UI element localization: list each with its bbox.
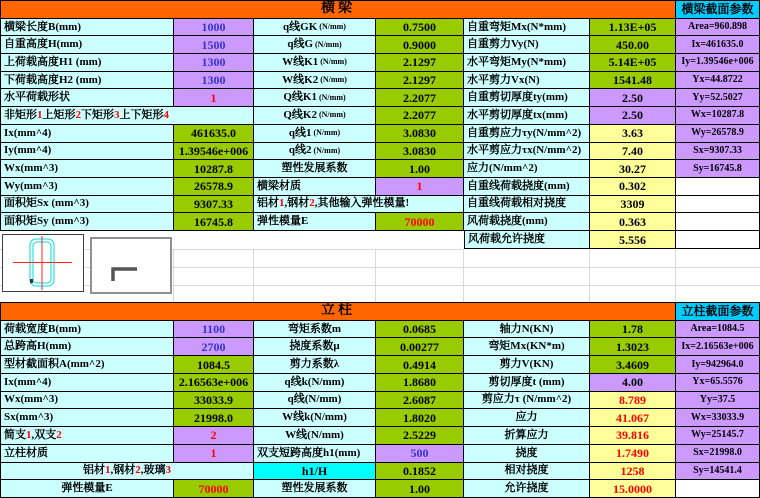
- input-cell[interactable]: 1300: [174, 72, 254, 90]
- label-cell: 剪应力τ (N/mm^2): [464, 392, 590, 410]
- label-cell: 型材截面积A(mm^2): [1, 356, 174, 374]
- param-cell: Ix=461635.0: [676, 36, 760, 54]
- calc-value-cell: 2.50: [590, 107, 676, 125]
- label-cell: 塑性发展系数: [254, 160, 376, 178]
- label-cell: 弯矩系数m: [254, 321, 376, 339]
- label-cell: q线2 (N/mm): [254, 143, 376, 161]
- label-cell: 相对挠度: [464, 463, 590, 481]
- param-cell: Yy=37.5: [676, 392, 760, 410]
- gridline: [375, 249, 376, 302]
- calc-value-cell: 1.13E+05: [590, 19, 676, 37]
- label-cell: Iy(mm^4): [1, 143, 174, 161]
- label-cell: 挠度系数μ: [254, 338, 376, 356]
- label-cell: Q线K2 (N/mm): [254, 107, 376, 125]
- param-cell: Area=1084.5: [676, 321, 760, 339]
- label-cell: 下荷载高度H2 (mm): [1, 72, 174, 90]
- label-cell: q线k(N/mm): [254, 374, 376, 392]
- label-cell: 荷载宽度B(mm): [1, 321, 174, 339]
- label-cell: 自重弯矩Mx(N*mm): [464, 19, 590, 37]
- calc-value-cell: 2.16563e+006: [174, 374, 254, 392]
- empty-cell: [676, 231, 760, 249]
- calc-value-cell: 21998.0: [174, 409, 254, 427]
- label-cell: Q线K1 (N/mm): [254, 89, 376, 107]
- label-cell: h1/H: [254, 463, 376, 481]
- label-cell: W线K1 (N/mm): [254, 54, 376, 72]
- label-cell: 弯矩Mx(KN*m): [464, 338, 590, 356]
- column-section-title: 立柱: [1, 303, 676, 321]
- label-cell: q线1 (N/mm): [254, 125, 376, 143]
- result-value-cell: 1258: [590, 463, 676, 481]
- label-cell: 剪力系数λ: [254, 356, 376, 374]
- gridline: [253, 249, 254, 302]
- param-cell: Area=960.898: [676, 19, 760, 37]
- result-value-cell: 0.302: [590, 178, 676, 196]
- gridline: [463, 249, 464, 302]
- calc-value-cell: 16745.8: [174, 213, 254, 231]
- calc-value-cell: 1.00: [376, 160, 464, 178]
- angle-profile-image: [90, 237, 172, 294]
- label-cell: 横梁材质: [254, 178, 376, 196]
- param-cell: Yx=65.5576: [676, 374, 760, 392]
- calc-value-cell: 4.00: [590, 374, 676, 392]
- label-cell: 横梁长度B(mm): [1, 19, 174, 37]
- param-cell: Iy=942964.0: [676, 356, 760, 374]
- result-value-cell: 7.40: [590, 143, 676, 161]
- label-cell: 总跨高H(mm): [1, 338, 174, 356]
- label-cell: 上荷载高度H1 (mm): [1, 54, 174, 72]
- calc-value-cell: 0.1852: [376, 463, 464, 481]
- calc-value-cell: 1.00: [376, 480, 464, 498]
- label-cell: q线(N/mm): [254, 392, 376, 410]
- label-cell: 铝材 1 ,钢材 2 ,其他输入弹性模量!: [254, 196, 464, 214]
- label-cell: 非矩形 1 上矩形 2 下矩形 3 上下矩形 4: [1, 107, 254, 125]
- input-cell[interactable]: 1100: [174, 321, 254, 339]
- result-value-cell: 3309: [590, 196, 676, 214]
- label-cell: 允许挠度: [464, 480, 590, 498]
- label-cell: 自重线荷载相对挠度: [464, 196, 590, 214]
- calc-value-cell: 0.4914: [376, 356, 464, 374]
- label-cell: 自重线荷载挠度(mm): [464, 178, 590, 196]
- calc-value-cell: 2.2077: [376, 107, 464, 125]
- label-cell: 自重高度H(mm): [1, 36, 174, 54]
- calc-value-cell: 0.9000: [376, 36, 464, 54]
- calc-value-cell: 461635.0: [174, 125, 254, 143]
- empty-cell: [676, 196, 760, 214]
- label-cell: 自重剪应力τy(N/mm^2): [464, 125, 590, 143]
- param-cell: Yy=52.5027: [676, 89, 760, 107]
- calc-value-cell: 1.3023: [590, 338, 676, 356]
- param-cell: Sx=9307.33: [676, 143, 760, 161]
- calc-value-cell: 3.0830: [376, 143, 464, 161]
- label-cell: 水平剪切厚度tx(mm): [464, 107, 590, 125]
- column-table: [0, 302, 760, 498]
- beam-table: [0, 0, 760, 231]
- calc-value-cell: 0.00277: [376, 338, 464, 356]
- label-cell: 水平弯矩My(N*mm): [464, 54, 590, 72]
- label-cell: 应力: [464, 409, 590, 427]
- label-cell: 双支短跨高度h1(mm): [254, 445, 376, 463]
- calc-value-cell: 450.00: [590, 36, 676, 54]
- beam-profile-image: [2, 234, 84, 292]
- calc-value-cell: 1541.48: [590, 72, 676, 90]
- result-value-cell: 5.556: [590, 231, 676, 249]
- calc-value-cell: 0.0685: [376, 321, 464, 339]
- label-cell: 简支 1 ,双支 2: [1, 427, 174, 445]
- result-value-cell: 39.816: [590, 427, 676, 445]
- calc-value-cell: 2.5229: [376, 427, 464, 445]
- empty-cell: [676, 213, 760, 231]
- label-cell: 水平剪力Vx(N): [464, 72, 590, 90]
- label-cell: 折算应力: [464, 427, 590, 445]
- result-value-cell: 30.27: [590, 160, 676, 178]
- result-value-cell: 0.363: [590, 213, 676, 231]
- calc-value-cell: 3.0830: [376, 125, 464, 143]
- label-cell: Ix(mm^4): [1, 125, 174, 143]
- label-cell: 面积矩Sx (mm^3): [1, 196, 174, 214]
- label-cell: W线k(N/mm): [254, 409, 376, 427]
- calc-value-cell: 1084.5: [174, 356, 254, 374]
- gridline: [589, 249, 590, 302]
- label-cell: 剪力V(KN): [464, 356, 590, 374]
- calc-value-cell: 1.78: [590, 321, 676, 339]
- input-cell[interactable]: 1500: [174, 36, 254, 54]
- input-cell[interactable]: 2: [174, 427, 254, 445]
- calc-value-cell: 1.8020: [376, 409, 464, 427]
- label-cell: Wy(mm^3): [1, 178, 174, 196]
- empty-cell: [676, 480, 760, 498]
- label-cell: W线K2 (N/mm): [254, 72, 376, 90]
- label-cell: 弹性模量E: [254, 213, 376, 231]
- result-value-cell: 8.789: [590, 392, 676, 410]
- calc-value-cell: 10287.8: [174, 160, 254, 178]
- input-cell[interactable]: 1: [376, 178, 464, 196]
- param-cell: Iy=1.39546e+006: [676, 54, 760, 72]
- label-cell: 风荷载挠度(mm): [464, 213, 590, 231]
- input-cell[interactable]: 70000: [174, 480, 254, 498]
- label-cell: 剪切厚度t (mm): [464, 374, 590, 392]
- gridline: [173, 249, 174, 302]
- calc-value-cell: 2.50: [590, 89, 676, 107]
- input-cell[interactable]: 70000: [376, 213, 464, 231]
- calc-value-cell: 0.7500: [376, 19, 464, 37]
- label-cell: W线(N/mm): [254, 427, 376, 445]
- label-cell: 轴力N(KN): [464, 321, 590, 339]
- param-cell: Sx=21998.0: [676, 445, 760, 463]
- calc-value-cell: 9307.33: [174, 196, 254, 214]
- label-cell: q线GK (N/mm): [254, 19, 376, 37]
- input-cell[interactable]: 1300: [174, 54, 254, 72]
- calc-value-cell: 1.8680: [376, 374, 464, 392]
- label-cell: Ix(mm^4): [1, 374, 174, 392]
- empty-cell: [676, 178, 760, 196]
- param-cell: Sy=14541.4: [676, 463, 760, 481]
- label-cell: 自重剪切厚度ty(mm): [464, 89, 590, 107]
- calc-value-cell: 2.6087: [376, 392, 464, 410]
- calc-value-cell: 2.2077: [376, 89, 464, 107]
- result-value-cell: 3.63: [590, 125, 676, 143]
- label-cell: 弹性模量E: [1, 480, 174, 498]
- label-cell: Wx(mm^3): [1, 160, 174, 178]
- input-cell[interactable]: 1: [174, 445, 254, 463]
- input-cell[interactable]: 1: [174, 89, 254, 107]
- param-cell: Wy=25145.7: [676, 427, 760, 445]
- input-cell[interactable]: 2700: [174, 338, 254, 356]
- calc-value-cell: 1.39546e+006: [174, 143, 254, 161]
- result-value-cell: 15.0000: [590, 480, 676, 498]
- gridline: [675, 249, 676, 302]
- result-value-cell: 1.7490: [590, 445, 676, 463]
- label-cell: Wx(mm^3): [1, 392, 174, 410]
- label-cell: 立柱材质: [1, 445, 174, 463]
- label-cell: 自重剪力Vy(N): [464, 36, 590, 54]
- param-cell: Sy=16745.8: [676, 160, 760, 178]
- label-cell: q线G (N/mm): [254, 36, 376, 54]
- label-cell: 水平剪应力τx(N/mm^2): [464, 143, 590, 161]
- calc-value-cell: 5.14E+05: [590, 54, 676, 72]
- result-value-cell: 41.067: [590, 409, 676, 427]
- label-cell: 水平荷载形状: [1, 89, 174, 107]
- param-cell: Wx=33033.9: [676, 409, 760, 427]
- angle-profile-drawing: [92, 239, 170, 292]
- label-cell: 应力(N/mm^2): [464, 160, 590, 178]
- input-cell[interactable]: 1000: [174, 19, 254, 37]
- param-cell: Wy=26578.9: [676, 125, 760, 143]
- label-cell: 面积矩Sy (mm^3): [1, 213, 174, 231]
- label-cell: 挠度: [464, 445, 590, 463]
- calc-value-cell: 2.1297: [376, 72, 464, 90]
- calc-value-cell: 26578.9: [174, 178, 254, 196]
- calc-value-cell: 3.4609: [590, 356, 676, 374]
- label-cell: Sx(mm^3): [1, 409, 174, 427]
- tube-profile-drawing: [3, 235, 83, 291]
- calc-value-cell: 33033.9: [174, 392, 254, 410]
- label-cell: 风荷载允许挠度: [464, 231, 590, 249]
- input-cell[interactable]: 500: [376, 445, 464, 463]
- calc-value-cell: 2.1297: [376, 54, 464, 72]
- param-cell: Ix=2.16563e+006: [676, 338, 760, 356]
- label-cell: 塑性发展系数: [254, 480, 376, 498]
- param-cell: Yx=44.8722: [676, 72, 760, 90]
- label-cell: 铝材 1 ,钢材 2 ,玻璃 3: [1, 463, 254, 481]
- param-cell: Wx=10287.8: [676, 107, 760, 125]
- column-params-header: 立柱截面参数: [676, 303, 760, 321]
- beam-section-title: 横梁: [1, 1, 676, 19]
- beam-params-header: 横梁截面参数: [676, 1, 760, 19]
